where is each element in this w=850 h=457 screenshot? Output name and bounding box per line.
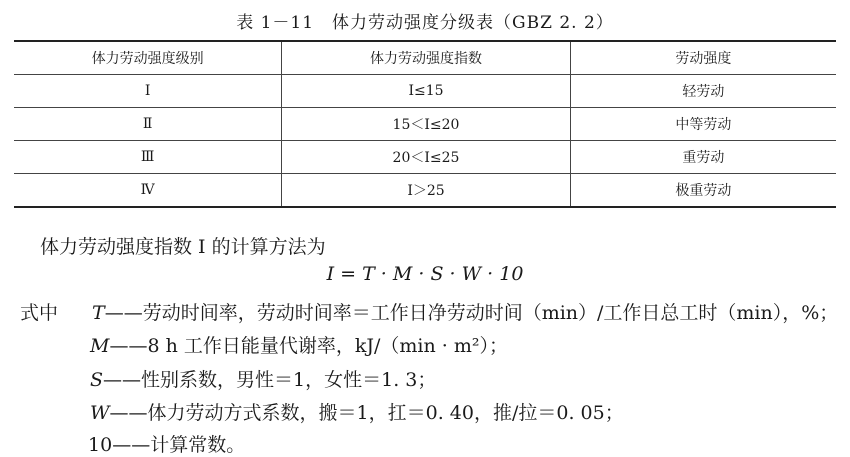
header-intensity: 劳动强度 [570, 41, 836, 75]
where-label: 式中 [20, 302, 59, 324]
cell-intensity: 极重劳动 [675, 183, 732, 199]
definition-s [90, 365, 436, 392]
cell-intensity: 轻劳动 [570, 75, 836, 108]
intensity-table [14, 40, 836, 208]
cell-level: Ⅰ [14, 75, 282, 108]
cell-index: 15＜I≤20 [282, 108, 570, 141]
table-row [14, 174, 836, 208]
definition-symbol: S [90, 369, 104, 391]
cell-level: Ⅲ [14, 141, 282, 174]
table-title: 表 1－11 体力劳动强度分级表（GBZ 2. 2） [236, 13, 614, 33]
definition-constant [88, 430, 245, 457]
table-header-row [14, 41, 836, 75]
definition-symbol: W [90, 402, 110, 424]
formula-intro: 体力劳动强度指数 I 的计算方法为 [40, 236, 326, 258]
cell-level: Ⅳ [14, 174, 282, 208]
table-row [14, 75, 836, 108]
definition-symbol: 10 [88, 434, 113, 456]
definition-text: ——体力劳动方式系数，搬＝1，扛＝0. 40，推/拉＝0. 05； [109, 402, 624, 424]
table-row [14, 108, 836, 141]
definition-symbol: T [92, 302, 105, 324]
definition-text: ——计算常数。 [112, 434, 246, 456]
formula: I = T · M · S · W · 10 [326, 263, 524, 285]
table-row [14, 141, 836, 174]
definition-text: ——劳动时间率，劳动时间率＝工作日净劳动时间（min）/工作日总工时（min），%； [104, 302, 839, 324]
definition-symbol: M [90, 335, 110, 357]
cell-index: I≤15 [282, 75, 570, 108]
definition-text: ——性别系数，男性＝1，女性＝1. 3； [103, 369, 437, 391]
cell-level: Ⅱ [14, 108, 282, 141]
definition-w [90, 398, 624, 425]
cell-intensity: 中等劳动 [570, 108, 836, 141]
definition-m [90, 331, 508, 358]
definition-text: ——8 h 工作日能量代谢率，kJ/（min · m²）； [109, 335, 508, 357]
header-index: 体力劳动强度指数 [282, 41, 570, 75]
cell-index: 20＜I≤25 [282, 141, 570, 174]
definition-t [92, 298, 838, 325]
cell-intensity: 重劳动 [570, 141, 836, 174]
header-level: 体力劳动强度级别 [14, 41, 282, 75]
cell-index: I＞25 [282, 174, 570, 208]
